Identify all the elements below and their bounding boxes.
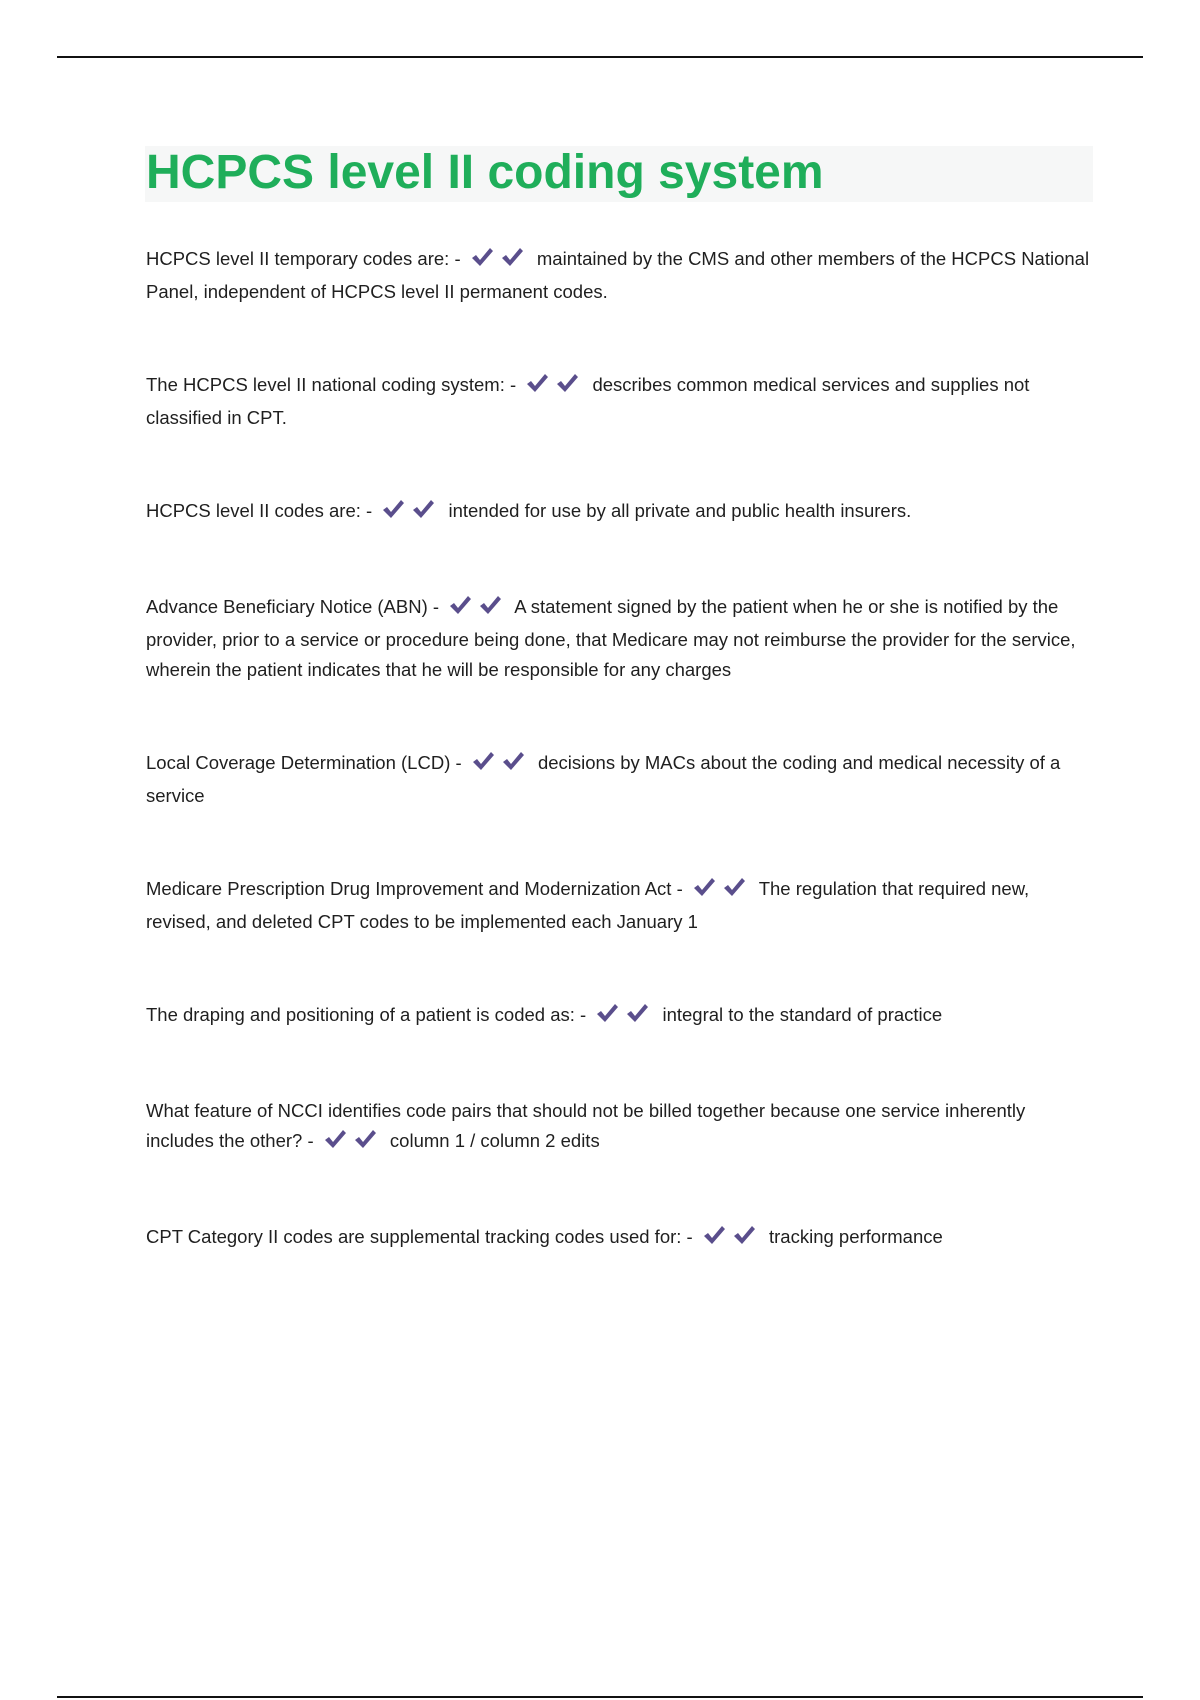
double-checkmark-icon (470, 246, 530, 277)
page-title: HCPCS level II coding system (146, 146, 824, 199)
checkmark-icon (525, 372, 549, 394)
question-text: The draping and positioning of a patient is coded as: - (146, 1004, 587, 1025)
question-text: HCPCS level II codes are: - (146, 500, 373, 521)
checkmark-icon (381, 498, 405, 520)
answer-text: The regulation that required new, revised, and deleted CPT codes to be implemented each January 1 (146, 878, 1030, 932)
question-text: Medicare Prescription Drug Improvement and Modernization Act - (146, 878, 683, 899)
double-checkmark-icon (381, 498, 441, 529)
qa-entry (146, 1000, 1096, 1033)
checkmark-icon (595, 1002, 619, 1024)
checkmark-icon (353, 1128, 377, 1150)
answer-text: column 1 / column 2 edits (389, 1130, 600, 1151)
checkmark-icon (692, 876, 716, 898)
answer-text: decisions by MACs about the coding and medical necessity of a service (146, 752, 1061, 806)
checkmark-icon (702, 1224, 726, 1246)
qa-entry (146, 370, 1096, 433)
answer-text: describes common medical services and supplies not classified in CPT. (146, 374, 1030, 428)
question-text: HCPCS level II temporary codes are: - (146, 248, 461, 269)
answer-text: tracking performance (769, 1226, 943, 1247)
question-text: The HCPCS level II national coding system: - (146, 374, 517, 395)
qa-entry (146, 592, 1096, 685)
double-checkmark-icon (448, 594, 508, 625)
double-checkmark-icon (702, 1224, 762, 1255)
qa-entry (146, 748, 1096, 811)
qa-entry (146, 1222, 1096, 1255)
question-text: CPT Category II codes are supplemental tracking codes used for: - (146, 1226, 693, 1247)
checkmark-icon (448, 594, 472, 616)
question-text: Advance Beneficiary Notice (ABN) - (146, 596, 440, 617)
question-text: What feature of NCCI identifies code pairs that should not be billed together because one service inherently includes the other? - (146, 1100, 1026, 1151)
qa-entry (146, 244, 1096, 307)
qa-entry (146, 1096, 1096, 1159)
checkmark-icon (478, 594, 502, 616)
double-checkmark-icon (323, 1128, 383, 1159)
qa-list (146, 244, 1096, 1255)
checkmark-icon (625, 1002, 649, 1024)
checkmark-icon (732, 1224, 756, 1246)
checkmark-icon (722, 876, 746, 898)
double-checkmark-icon (471, 750, 531, 781)
answer-text: maintained by the CMS and other members of the HCPCS National Panel, independent of HCPCS level II permanent codes. (146, 248, 1090, 302)
checkmark-icon (555, 372, 579, 394)
checkmark-icon (500, 246, 524, 268)
answer-text: integral to the standard of practice (662, 1004, 943, 1025)
double-checkmark-icon (595, 1002, 655, 1033)
question-text: Local Coverage Determination (LCD) - (146, 752, 462, 773)
double-checkmark-icon (525, 372, 585, 403)
qa-entry (146, 496, 1096, 529)
checkmark-icon (323, 1128, 347, 1150)
header-rule (57, 56, 1143, 58)
answer-text: A statement signed by the patient when he or she is notified by the provider, prior to a service or procedure being done, that Medicare may not reimburse the provider for the service, wherein the patient indicates that he will be responsible for any charges (146, 596, 1076, 680)
double-checkmark-icon (692, 876, 752, 907)
qa-entry (146, 874, 1096, 937)
answer-text: intended for use by all private and public health insurers. (448, 500, 912, 521)
checkmark-icon (471, 750, 495, 772)
checkmark-icon (470, 246, 494, 268)
footer-rule (57, 1696, 1143, 1698)
checkmark-icon (501, 750, 525, 772)
checkmark-icon (411, 498, 435, 520)
